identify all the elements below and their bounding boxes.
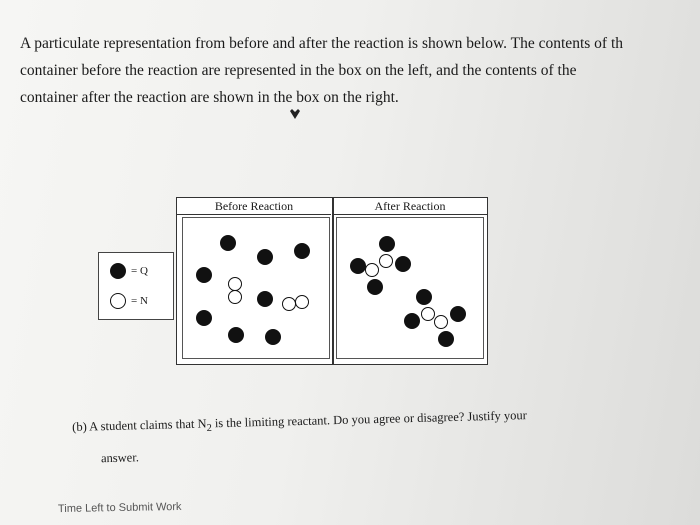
particle-legend [98,252,174,320]
legend-n-label: = N [131,295,148,307]
q-atom [265,329,281,345]
question-subscript: 2 [206,422,212,434]
intro-line-1: A particulate representation from before and after the reaction is shown below. The contents of th [20,35,623,52]
intro-line-2: container before the reaction are represented in the box on the left, and the contents of the [20,62,577,79]
q-atom [220,235,236,251]
q-atom [257,249,273,265]
question-text-a: A student claims that N [89,416,207,434]
mouse-cursor-icon [290,103,300,119]
problem-intro [20,30,700,111]
before-reaction-header: Before Reaction [177,198,331,215]
after-reaction-header: After Reaction [333,198,487,215]
product-molecule [404,289,466,347]
question-text-b: is the limiting reactant. Do you agree or disagree? Justify your [211,408,527,431]
time-left-label: Time Left to Submit Work [57,500,182,516]
q-atom [196,267,212,283]
q-atom [294,243,310,259]
n2-molecule [283,296,309,311]
q-atom [228,327,244,343]
legend-row-n [109,291,148,311]
filled-circle-icon [109,262,127,280]
legend-row-q [109,261,148,281]
product-molecule [350,236,411,295]
intro-line-3: container after the reaction are shown in the box on the right. [20,89,399,106]
question-b [72,404,673,466]
question-line-2: answer. [100,449,140,465]
particles-layer [176,197,488,365]
q-atom [257,291,273,307]
n2-molecule [229,278,242,304]
q-atom [196,310,212,326]
open-circle-icon [109,292,127,310]
question-line-1 [72,404,672,437]
question-part-label: (b) [72,419,87,434]
legend-q-label: = Q [131,265,148,277]
